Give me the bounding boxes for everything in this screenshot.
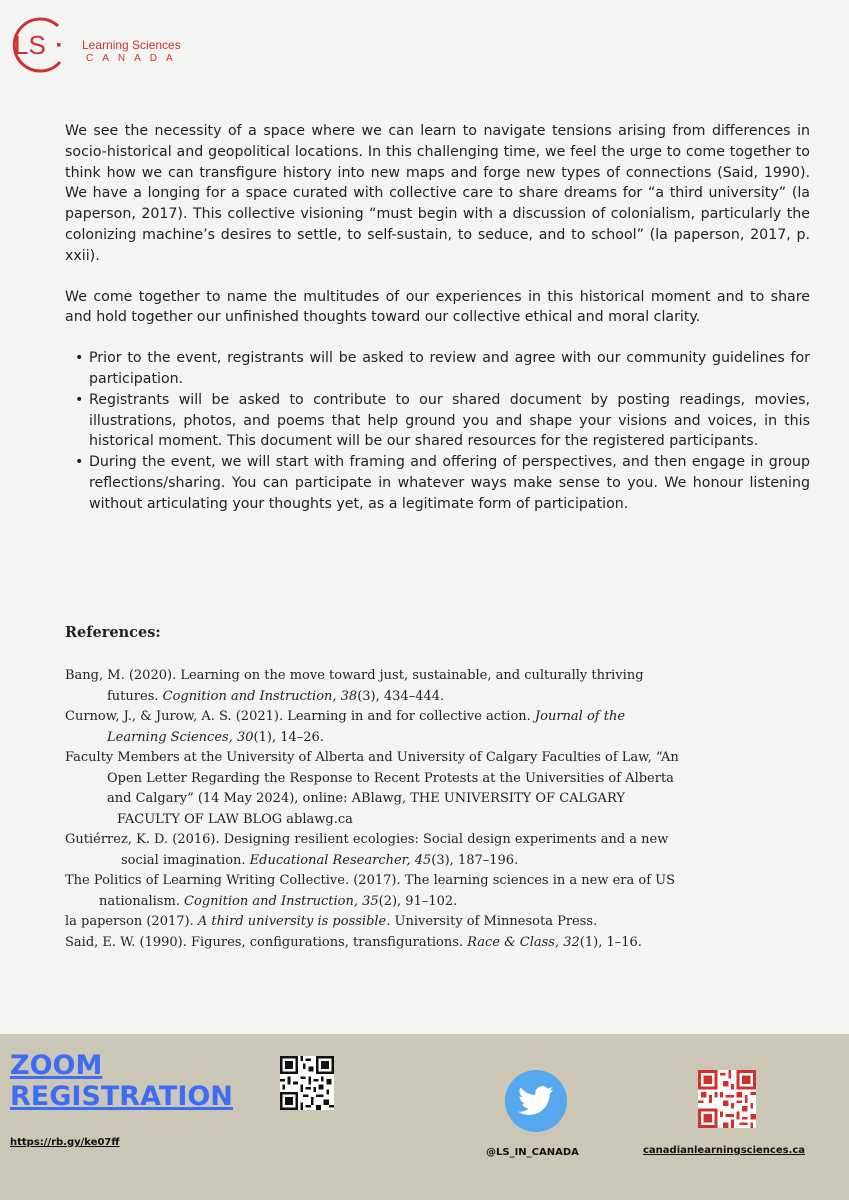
ref-journal: Learning Sciences, 30: [107, 729, 254, 745]
ref-journal: Educational Researcher, 45: [249, 852, 432, 868]
logo-line1: Learning Sciences: [82, 38, 181, 52]
zoom-line1: ZOOM: [10, 1050, 103, 1081]
ref-journal: Cognition and Instruction, 38: [162, 688, 358, 704]
reference-item: [65, 871, 755, 912]
paragraph-2: We come together to name the multitudes of our experiences in this historical moment and to share and hold together our unfinished thoughts toward our collective ethical and moral clarity.: [65, 288, 810, 326]
ref-book-title: A third university is possible.: [197, 914, 391, 929]
website-link[interactable]: canadianlearningsciences.ca: [643, 1145, 806, 1156]
ref-text: FACULTY OF LAW BLOG ablawg.ca: [117, 811, 353, 827]
paragraph-1: We see the necessity of a space where we can learn to navigate tensions arising from differences in socio-historical and geopolitical locations. In this challenging time, we feel the urge to come together to think how we can transfigure history into new maps and forge new types of connections (Said, 1990). We have a longing for a space curated with collective care to share dreams for “a third university” (la paperson, 2017). This collective visioning “must begin with a discussion of colonialism, particularly the colonizing machine’s desires to settle, to self-sustain, to seduce, and to school” (la paperson, 2017, p. xxii).: [65, 123, 810, 264]
zoom-url-link[interactable]: https://rb.gy/ke07ff: [10, 1137, 120, 1148]
twitter-bird-glyph: [518, 1085, 554, 1117]
ref-text: University of Minnesota Press.: [390, 914, 598, 929]
logo-mark: [8, 14, 70, 76]
zoom-registration-link[interactable]: [10, 1050, 233, 1112]
logo-mark-text: LS: [14, 30, 46, 60]
ref-text: Curnow, J., & Jurow, A. S. (2021). Learning in and for collective action.: [65, 709, 535, 724]
reference-item: [65, 933, 755, 954]
twitter-handle[interactable]: @LS_IN_CANADA: [486, 1147, 579, 1158]
qr-code-icon: [280, 1056, 334, 1110]
ref-text: Faculty Members at the University of Alberta and University of Calgary Faculties of Law, “An: [65, 750, 679, 765]
ref-journal: Cognition and Instruction, 35: [184, 893, 379, 909]
main-body: [65, 121, 810, 515]
ref-text: (2), 91–102.: [378, 893, 458, 909]
references-list: [65, 666, 755, 953]
reference-item: [65, 830, 755, 871]
logo-line2: CANADA: [86, 53, 182, 64]
ref-text: social imagination.: [121, 852, 250, 868]
ref-text: Said, E. W. (1990). Figures, configurations, transfigurations.: [65, 934, 468, 950]
ref-text: and Calgary” (14 May 2024), online: ABlawg, THE UNIVERSITY OF CALGARY: [107, 791, 625, 806]
ref-text: Open Letter Regarding the Response to Recent Protests at the Universities of Alberta: [107, 770, 674, 786]
ref-text: Gutiérrez, K. D. (2016). Designing resilient ecologies: Social design experiments and a new: [65, 832, 669, 847]
reference-item: [65, 748, 755, 830]
ref-text: futures.: [107, 688, 163, 704]
twitter-bird-icon[interactable]: [505, 1070, 567, 1132]
reference-item: [65, 666, 755, 707]
ref-text: The Politics of Learning Writing Collective. (2017). The learning sciences in a new era of US: [65, 873, 676, 888]
ref-journal: Race & Class, 32: [467, 934, 580, 950]
ref-text: (3), 434–444.: [357, 688, 445, 704]
ls-canada-logo: [8, 14, 208, 84]
bullet-item: • During the event, we will start with framing and offering of perspectives, and then engage in group reflections/sharing. You can participate in whatever ways make sense to you. We honour listening without articulating your thoughts yet, as a legitimate form of participation.: [89, 452, 810, 514]
bullet-list: [65, 348, 810, 514]
bullet-item: • Registrants will be asked to contribute to our shared document by posting readings, movies, illustrations, photos, and poems that help ground you and shape your visions and voices, in this historical moment. This document will be our shared resources for the registered participants.: [89, 390, 810, 452]
ref-text: nationalism.: [99, 893, 185, 909]
qr-code-icon: [698, 1070, 756, 1128]
ref-text: Bang, M. (2020). Learning on the move toward just, sustainable, and culturally thriving: [65, 668, 644, 683]
bullet-item: • Prior to the event, registrants will be asked to review and agree with our community guidelines for participation.: [89, 348, 810, 390]
zoom-line2: REGISTRATION: [10, 1081, 233, 1112]
reference-item: [65, 707, 755, 748]
ref-text: la paperson (2017).: [65, 914, 198, 929]
ref-text: (1), 1–16.: [579, 934, 642, 950]
references-heading: References:: [65, 624, 161, 641]
ref-text: (3), 187–196.: [431, 852, 519, 868]
reference-item: [65, 912, 755, 933]
ref-journal: Journal of the: [534, 709, 626, 724]
ref-text: (1), 14–26.: [253, 729, 324, 745]
footer-bar: [0, 1034, 849, 1200]
